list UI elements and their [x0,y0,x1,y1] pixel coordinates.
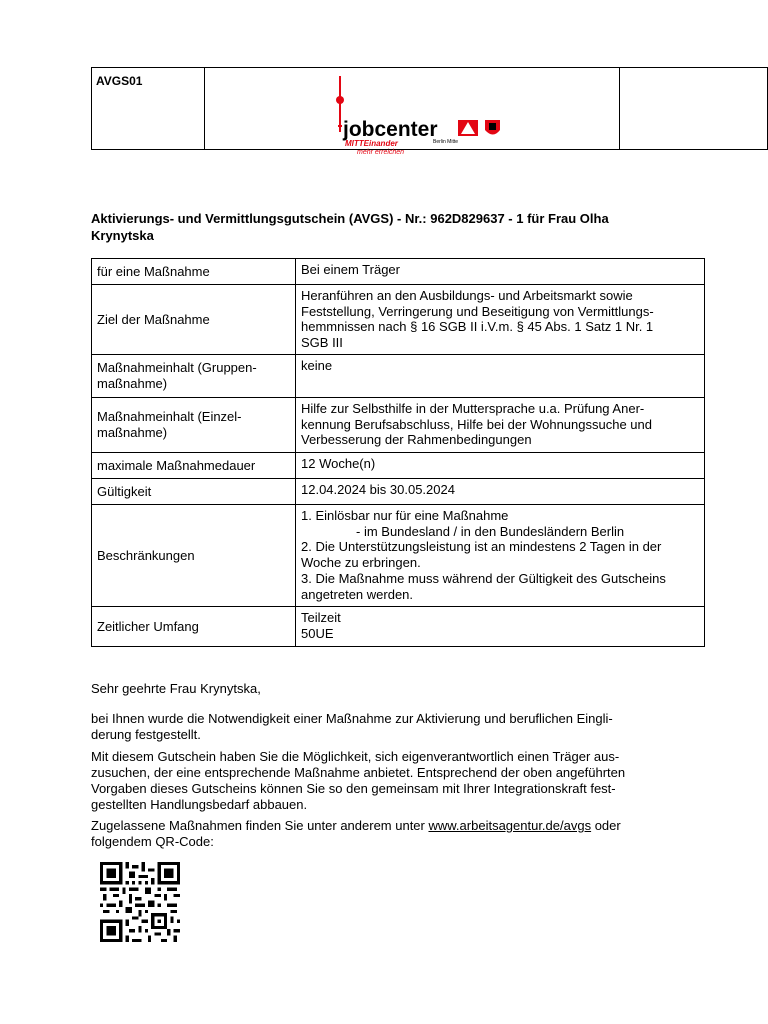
label-line: Maßnahmeinhalt (Gruppen- [97,360,257,376]
row-label: maximale Maßnahmedauer [92,453,296,479]
table-row [92,607,705,647]
row-label: Ziel der Maßnahme [92,285,296,355]
paragraph-line: folgendem QR-Code: [91,834,214,849]
row-value [296,398,705,453]
logo-slogan-2: mehr erreichen [357,149,405,156]
table-row [92,355,705,398]
paragraph-line: bei Ihnen wurde die Notwendigkeit einer Maßnahme zur Aktivierung und beruflichen Eingli- [91,711,613,726]
row-label: Gültigkeit [92,479,296,505]
value-line: 12 Woche(n) [301,456,376,471]
table-row [92,505,705,607]
row-label: Beschränkungen [92,505,296,607]
row-value [296,505,705,607]
value-line: 12.04.2024 bis 30.05.2024 [301,482,455,497]
table-row [92,259,705,285]
row-label [92,398,296,453]
table-row [92,285,705,355]
document-title-line-2: Krynytska [91,228,154,243]
paragraph-line: Mit diesem Gutschein haben Sie die Möglichkeit, sich eigenverantwortlich einen Träger aus- [91,749,620,764]
paragraph-line: zusuchen, der eine entsprechende Maßnahme anbietet. Entsprechend der oben angeführten [91,765,626,780]
row-value [296,355,705,398]
header-table [91,67,768,156]
document-title [91,210,691,244]
value-line: Hilfe zur Selbsthilfe in der Muttersprache u.a. Prüfung Aner- [301,401,645,416]
jobcenter-logo [205,68,623,156]
paragraph-line: derung festgestellt. [91,727,201,742]
form-code: AVGS01 [92,68,205,150]
value-line: Heranführen an den Ausbildungs- und Arbeitsmarkt sowie [301,288,633,303]
value-line: 3. Die Maßnahme muss während der Gültigkeit des Gutscheins [301,570,666,586]
value-line: keine [301,358,333,373]
paragraph-1 [91,711,691,743]
row-value [296,285,705,355]
voucher-table [91,258,705,647]
avgs-link[interactable]: www.arbeitsagentur.de/avgs [428,818,592,833]
row-value [296,607,705,647]
value-line: SGB III [301,335,343,351]
value-line: 1. Einlösbar nur für eine Maßnahme [301,508,509,523]
row-label: Zeitlicher Umfang [92,607,296,647]
paragraph-text: oder [591,818,621,833]
qr-code-icon [100,862,180,942]
label-line: maßnahme) [97,425,168,440]
logo-slogan-1: MITTEinander [345,139,399,148]
paragraph-3 [91,818,691,850]
value-line: hemmnissen nach § 16 SGB II i.V.m. § 45 Abs. 1 Satz 1 Nr. 1 [301,319,654,335]
document-title-line-1: Aktivierungs- und Vermittlungsgutschein (AVGS) - Nr.: 962D829637 - 1 für Frau Olha [91,211,609,226]
paragraph-line [91,818,691,834]
value-line: kennung Berufsabschluss, Hilfe bei der Wohnungssuche und [301,416,652,432]
paragraph-line: gestellten Handlungsbedarf abbauen. [91,797,308,812]
value-line: 2. Die Unterstützungsleistung ist an mindestens 2 Tagen in der [301,539,662,555]
logo-subtitle: Berlin Mitte [433,139,459,145]
paragraph-line: Vorgaben dieses Gutscheins können Sie so den gemeinsam mit Ihrer Integrationskraft fest- [91,781,616,796]
logo-cell [205,68,620,156]
value-line: - im Bundesland / in den Bundesländern Berlin [356,523,625,539]
paragraph-text: Zugelassene Maßnahmen finden Sie unter anderem unter [91,818,429,833]
value-line: Feststellung, Verringerung und Beseitigung von Vermittlungs- [301,303,654,319]
table-row [92,453,705,479]
row-value [296,453,705,479]
row-label: für eine Maßnahme [92,259,296,285]
row-label [92,355,296,398]
salutation: Sehr geehrte Frau Krynytska, [91,681,261,696]
table-row [92,479,705,505]
logo-brand-text: jobcenter [343,118,438,141]
value-line: Bei einem Träger [301,262,400,277]
row-value [296,259,705,285]
value-line: Woche zu erbringen. [301,555,421,571]
value-line: 50UE [301,625,334,641]
label-line: Maßnahmeinhalt (Einzel- [97,409,242,425]
value-line: Verbesserung der Rahmenbedingungen [301,432,532,448]
row-value [296,479,705,505]
blank-cell [620,68,768,150]
paragraph-2 [91,749,691,813]
label-line: maßnahme) [97,376,168,391]
value-line: angetreten werden. [301,586,414,602]
value-line: Teilzeit [301,610,341,625]
table-row [92,398,705,453]
